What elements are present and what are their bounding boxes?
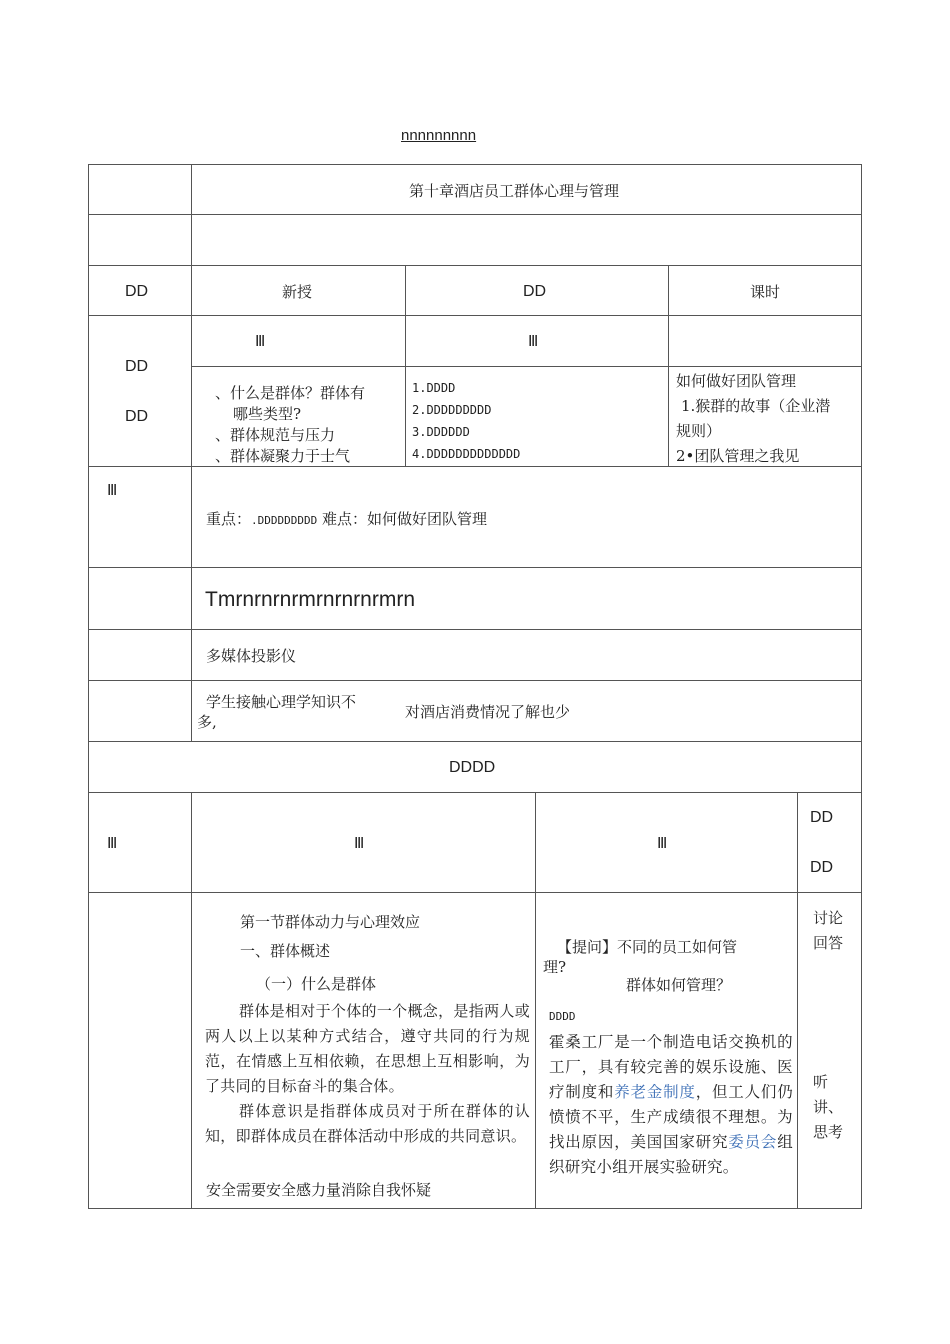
process-col4-header-top: DD (810, 809, 834, 826)
hours-label: 课时 (750, 283, 781, 301)
hawthorne-case-paragraph: 霍桑工厂是一个制造电话交换机的工厂，具有较完善的娱乐设施、医疗制度和养老金制度，但工人们仍愤愤不平，生产成绩很不理想。为找出原因，美国国家研究委员会组织研究小组开展实验研究。 (549, 1033, 793, 1176)
goals-quality-line-4: 2•团队管理之我见 (676, 447, 800, 465)
case-label: DDDD (549, 1010, 576, 1023)
goals-label-top: DD (125, 358, 149, 375)
process-col3-header: Ⅲ (657, 835, 668, 852)
group-definition-paragraph: 群体是相对于个体的一个概念，是指两人或两人以上以某种方式结合，遵守共同的行为规范，在情感上互相依赖，在思想上互相影响，为了共同的目标奋斗的集合体。 (205, 1002, 530, 1095)
student-activity-mid-3: 思考 (813, 1123, 844, 1141)
key-points-line (206, 510, 487, 528)
committee-link[interactable]: 委员会 (728, 1133, 778, 1151)
teaching-equipment: 多媒体投影仪 (206, 647, 297, 665)
info-label-2: DD (523, 283, 547, 300)
section-title: 第一节群体动力与心理效应 (240, 913, 421, 931)
document-header: nnnnnnnnn (401, 127, 477, 144)
question-line-2: 群体如何管理？ (626, 976, 732, 994)
goals-knowledge-line-4: 、群体凝聚力于士气 (215, 447, 351, 465)
goals-quality-line-2: 1.猴群的故事（企业潜 (681, 397, 831, 415)
student-activity-top-2: 回答 (813, 934, 844, 952)
subsubsection-title: （一）什么是群体 (256, 975, 377, 993)
student-analysis-line-1: 学生接触心理学知识不 (206, 693, 357, 711)
student-activity-top-1: 讨论 (813, 909, 844, 927)
key-value: .DDDDDDDDD (251, 514, 318, 527)
teaching-method: Tmrnrnrnrmrnrnrnrmrn (205, 588, 415, 611)
student-analysis-line-2: 多, (197, 713, 217, 731)
process-title: DDDD (449, 759, 496, 776)
difficulty-label: 难点： (322, 510, 368, 528)
goals-col1-header: Ⅲ (255, 333, 266, 350)
lesson-type: 新授 (282, 283, 313, 301)
process-col2-header: Ⅲ (354, 835, 365, 852)
student-analysis-line-3: 对酒店消费情况了解也少 (405, 703, 571, 721)
goals-col2-header: Ⅲ (528, 333, 539, 350)
student-activity-mid-1: 听 (813, 1073, 829, 1091)
goals-knowledge-line-3: 、群体规范与压力 (215, 426, 336, 444)
question-label: 【提问】 (557, 938, 618, 956)
info-label-1: DD (125, 283, 149, 300)
difficulty-value: 如何做好团队管理 (367, 510, 488, 528)
question-text: 不同的员工如何管 (617, 938, 738, 956)
goals-ability-line-2: 2.DDDDDDDDD (412, 403, 492, 417)
process-col1-header: Ⅲ (107, 835, 118, 852)
goals-quality-line-3: 规则） (676, 422, 722, 440)
goals-ability-line-3: 3.DDDDDD (412, 425, 470, 439)
group-awareness-paragraph: 群体意识是指群体成员对于所在群体的认知，即群体成员在群体活动中形成的共同意识。 (205, 1102, 530, 1145)
goals-ability-line-4: 4.DDDDDDDDDDDDD (412, 447, 521, 461)
key-label: 重点： (206, 510, 252, 528)
key-points-label: Ⅲ (107, 482, 118, 499)
process-col4-header-bottom: DD (810, 859, 834, 876)
goals-knowledge-line-1: 、什么是群体？群体有 (215, 384, 366, 402)
goals-knowledge-line-2: 哪些类型? (233, 405, 302, 423)
pension-link[interactable]: 养老金制度 (614, 1083, 696, 1101)
goals-ability-line-1: 1.DDDD (412, 381, 456, 395)
subsection-title: 一、群体概述 (240, 942, 331, 960)
student-activity-mid-2: 讲、 (813, 1098, 844, 1116)
goals-label-bottom: DD (125, 408, 149, 425)
chapter-title: 第十章酒店员工群体心理与管理 (409, 182, 620, 200)
safety-needs-line: 安全需要安全感力量消除自我怀疑 (206, 1181, 432, 1199)
question-cut-line: 理? (543, 958, 567, 976)
goals-quality-line-1: 如何做好团队管理 (676, 372, 797, 390)
question-line-1 (557, 938, 737, 956)
